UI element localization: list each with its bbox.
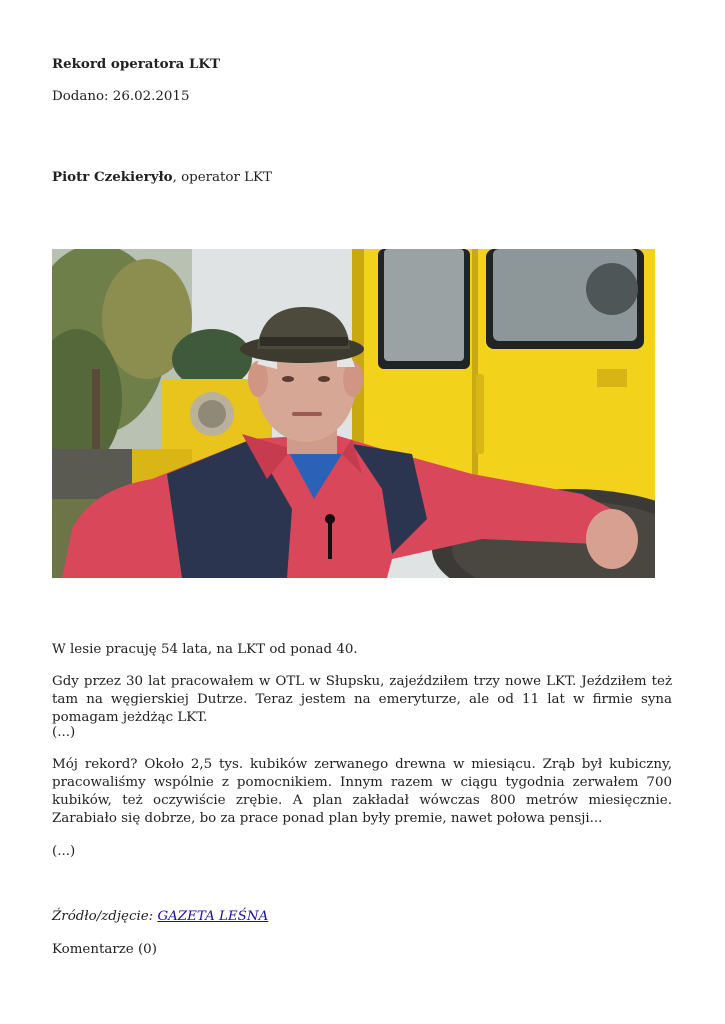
comments-count[interactable]: Komentarze (0)	[52, 942, 157, 957]
source-label: Źródło/zdjęcie:	[52, 909, 158, 924]
article-paragraph: Mój rekord? Około 2,5 tys. kubików zerwanego drewna w miesiącu. Zrąb był kubiczny, pracowaliśmy wspólnie z pomocnikiem. Innym razem w ciągu tygodnia zerwałem 700 kubików, też oczywiście zrębie. A plan zakładał wówczas 800 metrów miesięcznie. Zarabiało się dobrze, bo za prace ponad plan były premie, nawet połowa pensji...	[52, 757, 672, 826]
article-photo	[52, 249, 655, 578]
article-paragraph: W lesie pracuję 54 lata, na LKT od ponad 40.	[52, 642, 358, 657]
author-role: , operator LKT	[172, 170, 272, 185]
author-line	[52, 168, 272, 187]
author-name: Piotr Czekieryło	[52, 169, 173, 185]
article-title: Rekord operatora LKT	[52, 56, 221, 72]
article-ellipsis: (...)	[52, 844, 76, 859]
source-line	[52, 908, 268, 926]
article-ellipsis: (...)	[52, 725, 76, 740]
source-link[interactable]: GAZETA LEŚNA	[157, 909, 269, 924]
article-date: Dodano: 26.02.2015	[52, 89, 190, 104]
article-paragraph: Gdy przez 30 lat pracowałem w OTL w Słupsku, zajeździłem trzy nowe LKT. Jeździłem też tam na węgierskiej Dutrze. Teraz jestem na emeryturze, ale od 11 lat w firmie syna pomagam jeżdżąc LKT.	[52, 674, 672, 725]
